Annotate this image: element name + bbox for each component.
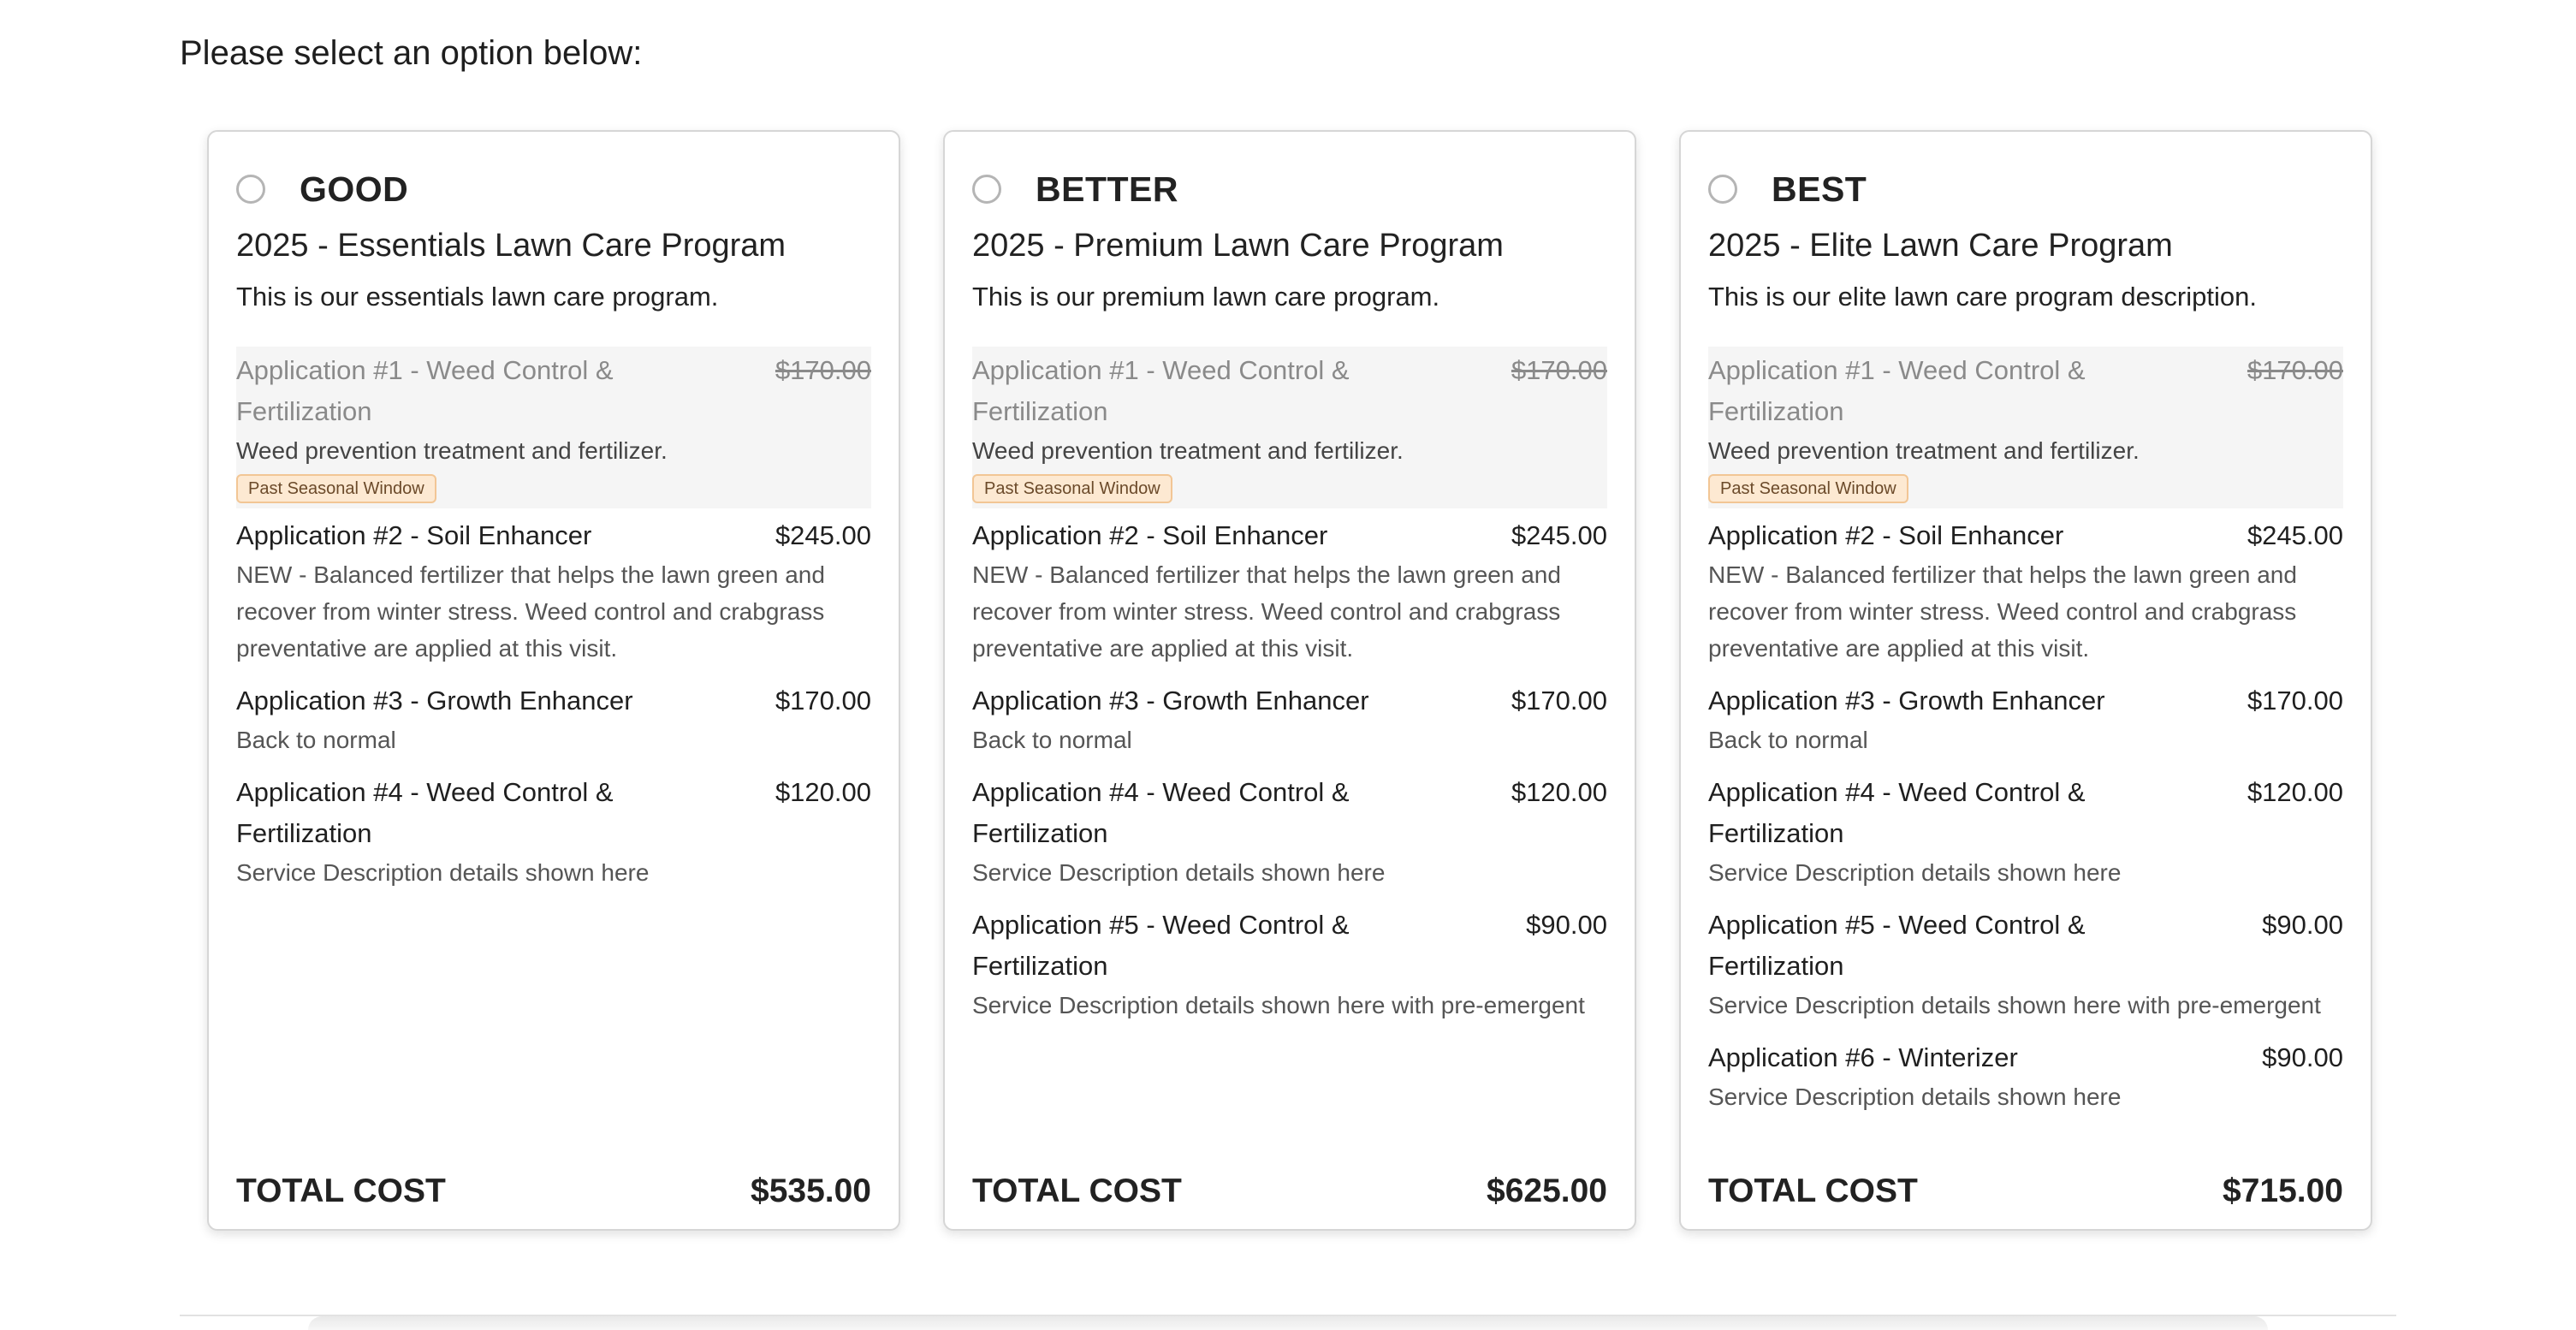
application-price: $170.00 [1511,355,1607,385]
application-name: Application #2 - Soil Enhancer [1708,520,2064,550]
application-name: Application #4 - Weed Control & Fertilization [1708,777,2086,848]
total-cost-label: TOTAL COST [1708,1173,1918,1209]
application-header [972,350,1607,432]
application-item [972,677,1607,763]
option-card-better[interactable] [943,130,1636,1231]
application-header [1708,905,2343,987]
application-price: $90.00 [2262,1042,2343,1072]
application-description: Service Description details shown here with pre-emergent [972,992,1585,1018]
application-item [972,512,1607,672]
application-list [1708,347,2343,1120]
application-description: Weed prevention treatment and fertilizer. [972,437,1404,464]
total-cost-value: $715.00 [2223,1173,2343,1209]
application-header [1708,772,2343,854]
application-header [236,772,871,854]
application-price: $120.00 [775,777,871,807]
application-price: $90.00 [2262,910,2343,940]
application-name: Application #3 - Growth Enhancer [1708,686,2105,715]
tier-header [1708,168,2343,211]
tier-label: BETTER [1036,169,1178,209]
application-item [1708,512,2343,672]
application-description: Service Description details shown here [1708,859,2122,886]
program-title: 2025 - Essentials Lawn Care Program [236,228,786,264]
application-description: Weed prevention treatment and fertilizer. [236,437,668,464]
past-seasonal-badge: Past Seasonal Window [236,474,436,503]
application-name: Application #2 - Soil Enhancer [972,520,1328,550]
application-item [236,347,871,508]
application-header [1708,1037,2343,1078]
application-item [1708,347,2343,508]
application-name: Application #4 - Weed Control & Fertilization [236,777,614,848]
application-name: Application #6 - Winterizer [1708,1042,2018,1072]
application-price: $120.00 [1511,777,1607,807]
application-name: Application #5 - Weed Control & Fertilization [1708,910,2086,981]
total-cost-value: $535.00 [751,1173,871,1209]
application-price: $170.00 [775,355,871,385]
tier-label: BEST [1772,169,1867,209]
application-name: Application #1 - Weed Control & Fertilization [236,355,614,426]
application-header [236,680,871,721]
application-list [972,347,1607,1029]
application-header [1708,680,2343,721]
application-header [236,350,871,432]
application-header [236,515,871,556]
application-item [236,769,871,896]
application-name: Application #3 - Growth Enhancer [972,686,1369,715]
option-card-best[interactable] [1679,130,2372,1231]
application-name: Application #5 - Weed Control & Fertilization [972,910,1350,981]
total-cost-row [1708,1173,2343,1210]
option-cards [207,130,2372,1231]
total-cost-label: TOTAL COST [236,1173,446,1209]
page-prompt: Please select an option below: [180,34,643,72]
application-price: $170.00 [775,686,871,715]
application-price: $170.00 [1511,686,1607,715]
application-item [1708,1034,2343,1120]
application-name: Application #1 - Weed Control & Fertilization [1708,355,2086,426]
application-header [1708,515,2343,556]
application-name: Application #4 - Weed Control & Fertilization [972,777,1350,848]
application-item [1708,901,2343,1029]
option-card-good[interactable] [207,130,900,1231]
application-name: Application #1 - Weed Control & Fertilization [972,355,1350,426]
application-description: NEW - Balanced fertilizer that helps the lawn green and recover from winter stress. Weed control and crabgrass preventative are applied at this visit. [1708,561,2297,662]
total-cost-label: TOTAL COST [972,1173,1182,1209]
application-description: NEW - Balanced fertilizer that helps the lawn green and recover from winter stress. Weed control and crabgrass preventative are applied at this visit. [236,561,825,662]
tier-label: GOOD [300,169,409,209]
application-header [1708,350,2343,432]
tier-header [972,168,1607,211]
application-name: Application #3 - Growth Enhancer [236,686,633,715]
application-description: Back to normal [972,727,1132,753]
application-description: NEW - Balanced fertilizer that helps the lawn green and recover from winter stress. Weed control and crabgrass preventative are applied at this visit. [972,561,1561,662]
application-description: Service Description details shown here [1708,1084,2122,1110]
application-price: $170.00 [2247,686,2343,715]
option-radio[interactable] [236,175,265,204]
application-item [236,512,871,672]
application-list [236,347,871,896]
application-description: Service Description details shown here [236,859,650,886]
application-price: $90.00 [1526,910,1607,940]
tier-header [236,168,871,211]
option-radio[interactable] [1708,175,1737,204]
option-radio[interactable] [972,175,1001,204]
program-title: 2025 - Elite Lawn Care Program [1708,228,2173,264]
past-seasonal-badge: Past Seasonal Window [1708,474,1908,503]
application-header [972,515,1607,556]
application-price: $245.00 [2247,520,2343,550]
total-cost-row [972,1173,1607,1210]
application-name: Application #2 - Soil Enhancer [236,520,592,550]
application-price: $120.00 [2247,777,2343,807]
application-header [972,905,1607,987]
program-description: This is our essentials lawn care program. [236,282,719,312]
total-cost-row [236,1173,871,1210]
application-description: Weed prevention treatment and fertilizer. [1708,437,2140,464]
application-item [1708,769,2343,896]
application-item [972,347,1607,508]
program-description: This is our elite lawn care program description. [1708,282,2257,312]
application-description: Back to normal [1708,727,1868,753]
program-title: 2025 - Premium Lawn Care Program [972,228,1504,264]
application-description: Service Description details shown here with pre-emergent [1708,992,2321,1018]
application-price: $245.00 [775,520,871,550]
application-price: $245.00 [1511,520,1607,550]
application-description: Back to normal [236,727,396,753]
total-cost-value: $625.00 [1487,1173,1607,1209]
application-item [1708,677,2343,763]
footer-edge [308,1316,2268,1330]
program-description: This is our premium lawn care program. [972,282,1440,312]
application-header [972,772,1607,854]
application-description: Service Description details shown here [972,859,1386,886]
past-seasonal-badge: Past Seasonal Window [972,474,1172,503]
application-price: $170.00 [2247,355,2343,385]
application-item [972,769,1607,896]
application-item [972,901,1607,1029]
application-header [972,680,1607,721]
application-item [236,677,871,763]
